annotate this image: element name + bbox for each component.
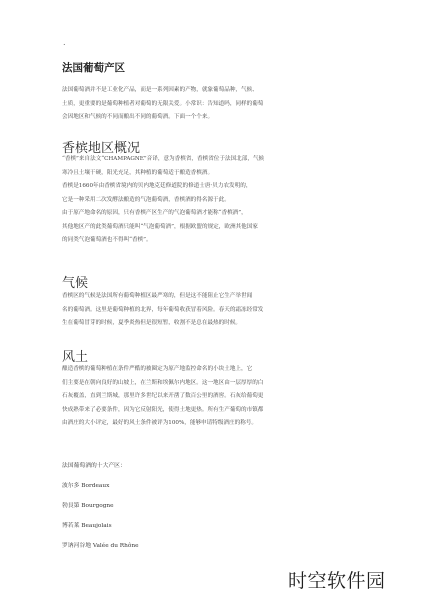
document-title: 法国葡萄产区 (62, 62, 125, 74)
section-heading-champagne: 香槟地区概况 (62, 141, 141, 156)
section-body-champagne: “香槟”来自法文“CHAMPAGNE”音译，意为香槟省，香槟省位于法国北部，气候 寒冷且土壤干硬，阳光充足，其种植的葡萄适于酿造香槟酒。 香槟是1660年由香槟省境内的贝内地克廷修道院的修道士唐·贝力农发明的， 它是一种采用二次发酵法酿造的气泡葡萄酒，香槟酒的得名源于此。 由于原产地命名的原因，只有香槟产区生产的气泡葡萄酒才能称“香槟酒”， 其他地区产的此类葡萄酒只能叫“气泡葡萄酒”，根据欧盟的规定，欧洲其他国家 的同类气泡葡萄酒也不得叫“香槟”。 (62, 156, 265, 243)
list-item: 博若莱 Beaujolais (62, 523, 112, 529)
section-body-terroir: 酿造香槟的葡萄种植在条件严酷的被圈定为原产地监控命名的小块土地上，它 们主要是在朝向良好的山坡上，在兰斯和埃佩尔内地区。这一地区由一层厚厚的白 石灰覆盖，直到兰斯城，那里许多世纪以来开凿了数百公里的酒窖。石灰给葡萄更 快成熟带来了必要条件，因为它反射阳光，使得土地更热。所有生产葡萄的市镇都 由酒庄的大小评定，最好的风土条件被评为100%，能够申请特级酒庄的称号。 (62, 366, 264, 426)
watermark-logo: 时空软件园 (288, 570, 386, 592)
list-item: 勃艮第 Bourgogne (62, 503, 114, 509)
page-marker: . (63, 38, 66, 47)
list-item: 罗讷河谷地 Valée du Rhône (62, 543, 139, 549)
section-heading-terroir: 风土 (62, 350, 89, 365)
section-heading-climate: 气候 (62, 276, 89, 291)
regions-list (62, 476, 139, 556)
intro-paragraph: 法国葡萄酒并不是工业化产品，而是一系列因素的产物，就象葡萄品种，气候、 土质，更重要的是葡萄种植者对葡萄的无限关爱。小常识：告知道吗，同样的葡萄 会因地区和气候的不同而酿出不同的葡萄酒。下面一个个来。 (62, 87, 264, 120)
regions-heading: 法国葡萄酒的十大产区： (62, 463, 126, 469)
section-body-climate: 香槟区的气候是法国所有葡萄种植区最严寒的，但是这不能阻止它生产举世闻 名的葡萄酒。这里是葡萄种植的北界，每年葡萄收获冒着风险。春天的霜冻经常发 生在葡萄冒芽的时候，夏季炎热但是很短暂，收割不是总在最热的时候。 (62, 293, 264, 326)
list-item: 波尔多 Bordeaux (62, 483, 110, 489)
